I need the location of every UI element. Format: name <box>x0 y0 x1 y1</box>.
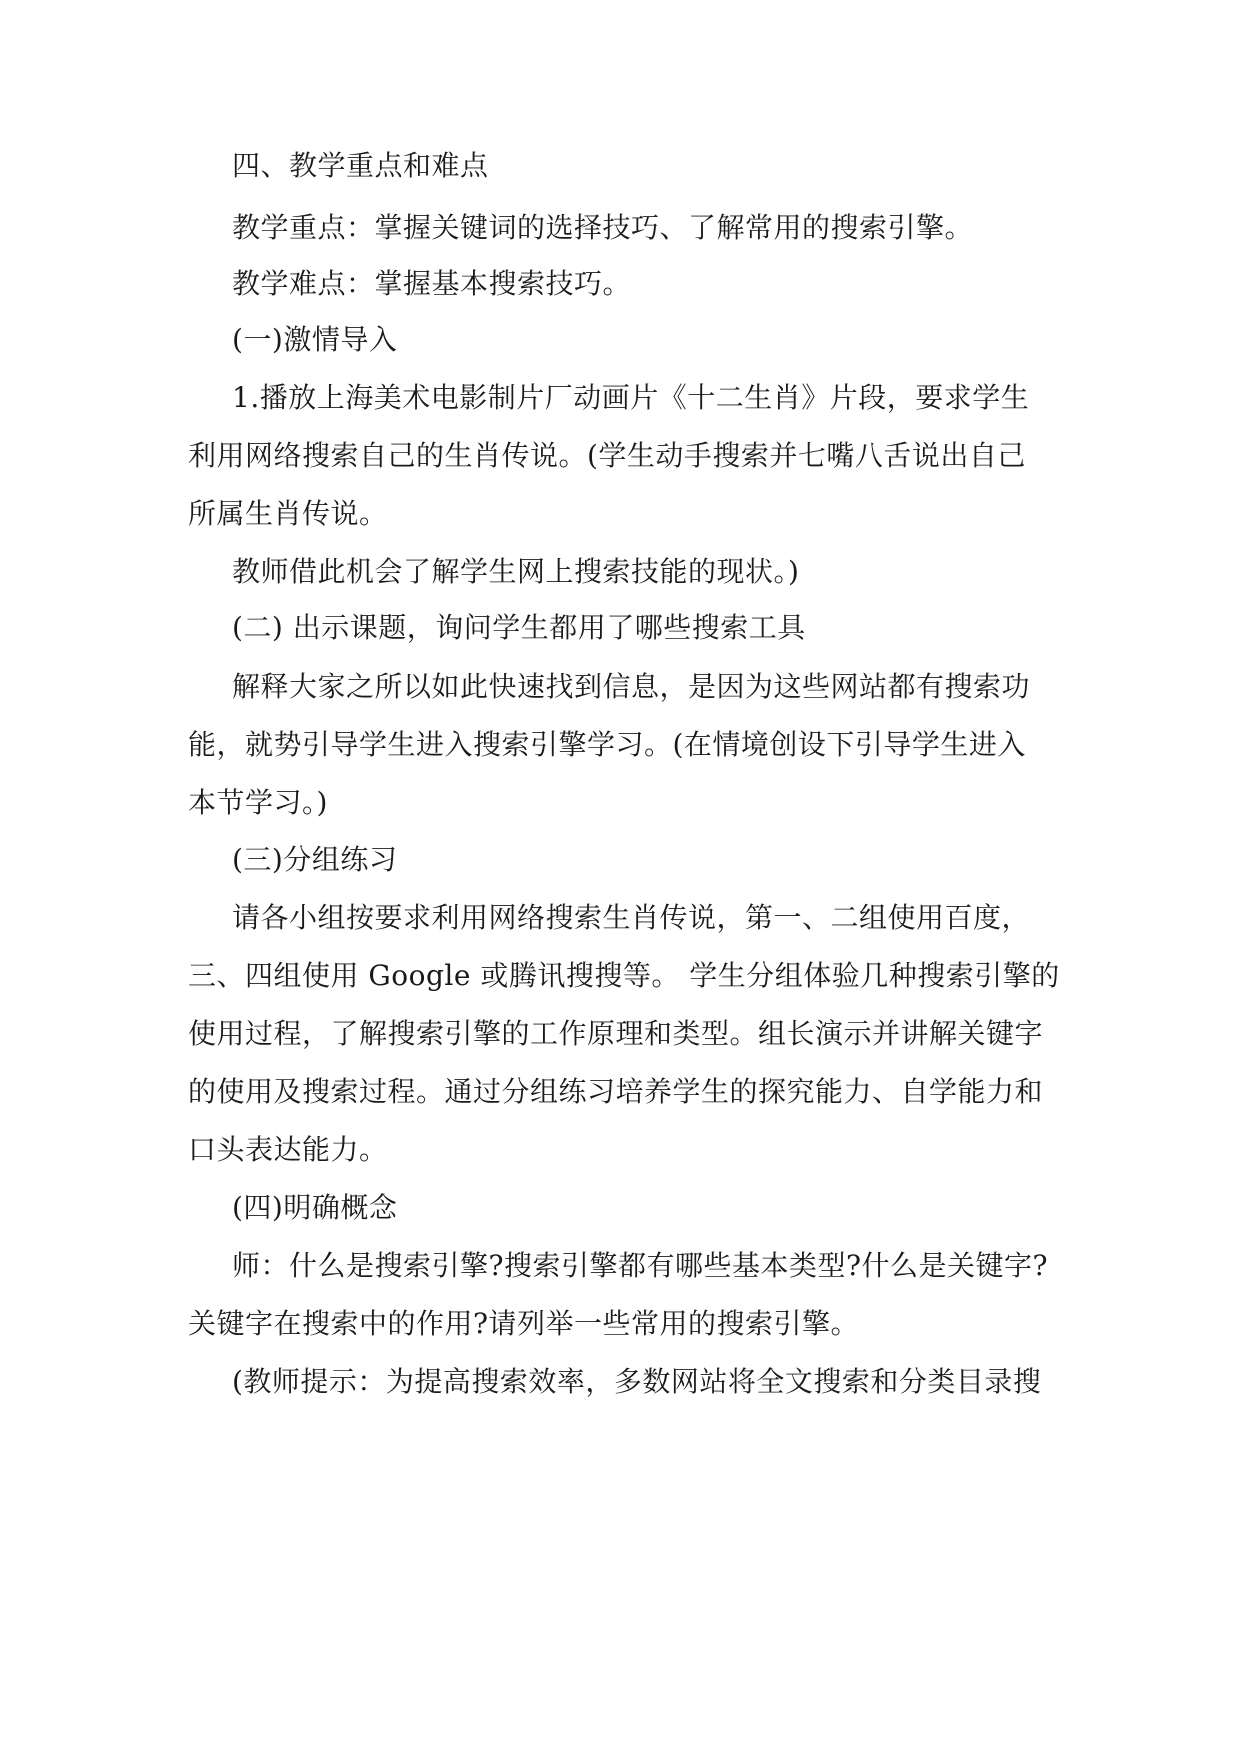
paragraph-line: 利用网络搜索自己的生肖传说。(学生动手搜索并七嘴八舌说出自己 <box>188 439 1026 472</box>
paragraph-line: 1.播放上海美术电影制片厂动画片《十二生肖》片段，要求学生 <box>232 381 1030 414</box>
paragraph-line: 三、四组使用 Google 或腾讯搜搜等。 学生分组体验几种搜索引擎的 <box>188 959 1060 992</box>
paragraph-line: 口头表达能力。 <box>188 1133 388 1166</box>
paragraph-line: 师：什么是搜索引擎?搜索引擎都有哪些基本类型?什么是关键字? <box>232 1249 1049 1282</box>
paragraph-line: 使用过程，了解搜索引擎的工作原理和类型。组长演示并讲解关键字 <box>188 1017 1044 1050</box>
paragraph-line: 教学难点：掌握基本搜索技巧。 <box>232 267 632 300</box>
subsection-heading: (二) 出示课题，询问学生都用了哪些搜索工具 <box>232 611 806 644</box>
paragraph-line: 请各小组按要求利用网络搜索生肖传说，第一、二组使用百度， <box>232 901 1031 934</box>
paragraph-line: 关键字在搜索中的作用?请列举一些常用的搜索引擎。 <box>188 1307 860 1340</box>
paragraph-line: 教师借此机会了解学生网上搜索技能的现状。) <box>232 555 800 588</box>
paragraph-line: 的使用及搜索过程。通过分组练习培养学生的探究能力、自学能力和 <box>188 1075 1044 1108</box>
paragraph-line: 能，就势引导学生进入搜索引擎学习。(在情境创设下引导学生进入 <box>188 728 1026 761</box>
subsection-heading: (一)激情导入 <box>232 323 398 356</box>
paragraph-line: (教师提示：为提高搜索效率，多数网站将全文搜索和分类目录搜 <box>232 1365 1042 1398</box>
paragraph-line: 解释大家之所以如此快速找到信息，是因为这些网站都有搜索功 <box>232 670 1031 703</box>
subsection-heading: (四)明确概念 <box>232 1191 398 1224</box>
paragraph-line: 教学重点：掌握关键词的选择技巧、了解常用的搜索引擎。 <box>232 211 974 244</box>
paragraph-line: 本节学习。) <box>188 786 328 819</box>
paragraph-line: 所属生肖传说。 <box>188 497 388 530</box>
subsection-heading: (三)分组练习 <box>232 843 398 876</box>
section-heading: 四、教学重点和难点 <box>232 149 489 182</box>
